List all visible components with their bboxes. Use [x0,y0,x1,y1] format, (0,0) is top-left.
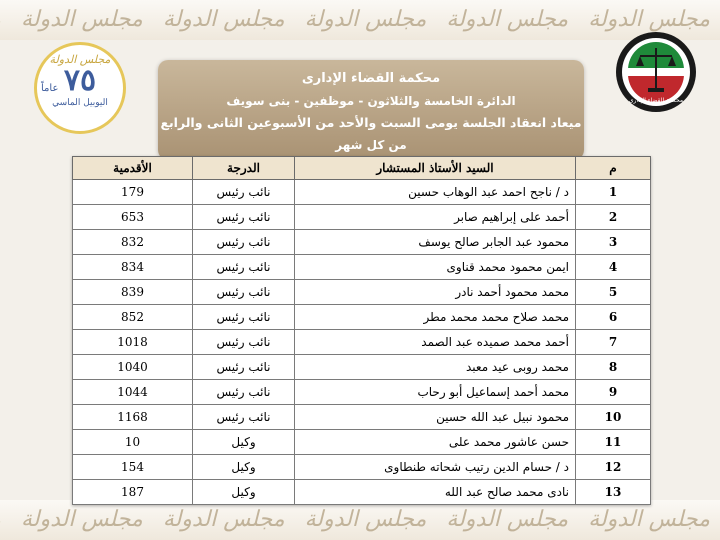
watermark-text [0,7,1,32]
cell-rank: وكيل [193,480,295,505]
watermark-text: مجلس الدولة [21,7,143,32]
cell-seniority: 852 [73,305,193,330]
court-header [158,60,584,160]
cell-num: 9 [576,380,651,405]
badge-bottom-text: اليوبيل الماسي [52,98,108,108]
table-row [73,405,651,430]
cell-rank: نائب رئيس [193,380,295,405]
table-row [73,330,651,355]
col-header-rank: الدرجة [193,157,295,180]
cell-num: 7 [576,330,651,355]
cell-num: 5 [576,280,651,305]
cell-name: محمود عبد الجابر صالح يوسف [295,230,576,255]
cell-rank: نائب رئيس [193,230,295,255]
cell-num: 10 [576,405,651,430]
watermark-text: مجلس الدولة [162,7,285,32]
cell-rank: وكيل [193,430,295,455]
cell-seniority: 839 [73,280,193,305]
watermark-text: مجلس الدولة [446,7,569,32]
court-name: محكمة القضاء الإدارى [301,71,441,86]
badge-number: ٧٥ [63,63,97,98]
cell-num: 3 [576,230,651,255]
cell-seniority: 1168 [73,405,193,430]
badge-word: عاماً [41,83,59,94]
cell-name: محمد روبى عيد معبد [295,355,576,380]
table-row [73,380,651,405]
session-schedule-cont: من كل شهر [335,138,407,152]
cell-name: د / حسام الدين رتيب شحاته طنطاوى [295,455,576,480]
cell-rank: نائب رئيس [193,255,295,280]
badge-top-text: مجلس الدولة [49,53,111,66]
table-row [73,455,651,480]
watermark-text: مجلس الدولة [304,507,427,532]
table-row [73,305,651,330]
judges-table [72,156,651,505]
cell-name: محمد أحمد إسماعيل أبو رحاب [295,380,576,405]
cell-num: 1 [576,180,651,205]
cell-rank: نائب رئيس [193,305,295,330]
col-header-seniority: الأقدمية [73,157,193,180]
cell-rank: نائب رئيس [193,280,295,305]
cell-name: أحمد محمد صميده عبد الصمد [295,330,576,355]
cell-num: 4 [576,255,651,280]
table-row [73,255,651,280]
cell-rank: وكيل [193,455,295,480]
table-row [73,205,651,230]
cell-seniority: 653 [73,205,193,230]
cell-num: 11 [576,430,651,455]
cell-rank: نائب رئيس [193,330,295,355]
table-row [73,480,651,505]
table-row [73,430,651,455]
cell-rank: نائب رئيس [193,405,295,430]
cell-name: محمد صلاح محمد محمد مطر [295,305,576,330]
watermark-text: مجلس الدولة [446,507,569,532]
cell-name: د / ناجح احمد عبد الوهاب حسين [295,180,576,205]
table-header-row [73,157,651,180]
cell-num: 13 [576,480,651,505]
cell-name: حسن عاشور محمد على [295,430,576,455]
watermark-text: مجلس الدولة [588,507,710,532]
cell-num: 6 [576,305,651,330]
cell-name: نادى محمد صالح عبد الله [295,480,576,505]
cell-rank: نائب رئيس [193,355,295,380]
table-row [73,230,651,255]
cell-rank: نائب رئيس [193,180,295,205]
circuit-name: الدائرة الخامسة والثلاثون - موظفين - بنى سويف [226,94,516,108]
cell-num: 12 [576,455,651,480]
session-schedule: ميعاد انعقاد الجلسة يومى السبت والأحد من الأسبوعين الثانى والرابع [160,115,582,130]
cell-name: محمد محمود أحمد نادر [295,280,576,305]
watermark-band-top [0,0,720,40]
cell-name: محمود نبيل عبد الله حسين [295,405,576,430]
cell-name: أحمد على إبراهيم صابر [295,205,576,230]
cell-seniority: 154 [73,455,193,480]
cell-seniority: 179 [73,180,193,205]
table-row [73,355,651,380]
col-header-num: م [576,157,651,180]
watermark-band-bottom [0,500,720,540]
cell-seniority: 1040 [73,355,193,380]
cell-num: 8 [576,355,651,380]
watermark-text: مجلس الدولة [162,507,285,532]
table-row [73,280,651,305]
cell-rank: نائب رئيس [193,205,295,230]
watermark-text: مجلس الدولة [304,7,427,32]
watermark-text: مجلس الدولة [21,507,143,532]
cell-seniority: 834 [73,255,193,280]
cell-seniority: 10 [73,430,193,455]
cell-num: 2 [576,205,651,230]
col-header-name: السيد الأستاذ المستشار [295,157,576,180]
table-row [73,180,651,205]
anniversary-badge [34,42,126,134]
cell-seniority: 1044 [73,380,193,405]
cell-seniority: 187 [73,480,193,505]
cell-name: ايمن محمود محمد قناوى [295,255,576,280]
court-seal-logo [614,30,698,114]
watermark-text [0,507,1,532]
watermark-text: مجلس الدولة [588,7,710,32]
seal-caption: محكمة القضاء الإدارى [628,97,684,104]
cell-seniority: 1018 [73,330,193,355]
cell-seniority: 832 [73,230,193,255]
